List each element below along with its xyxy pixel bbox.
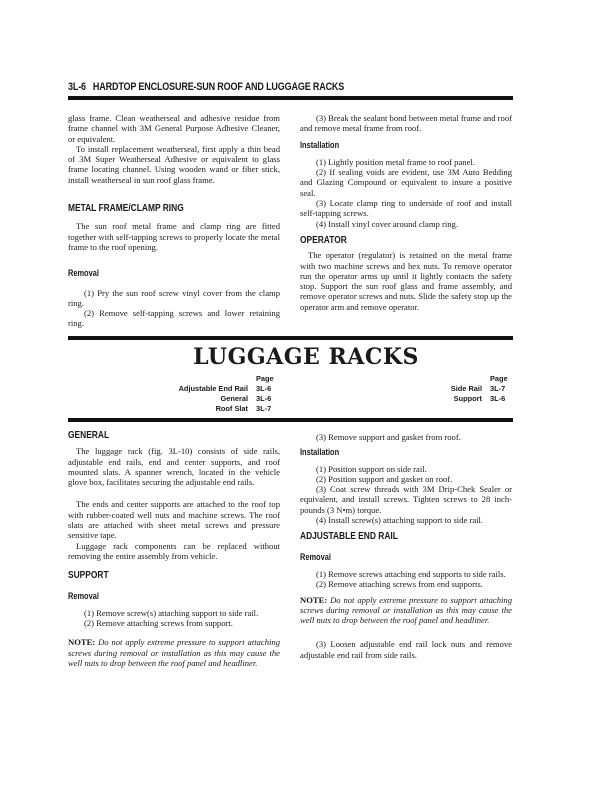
step: (1) Pry the sun roof screw vinyl cover from the clamp ring. [68, 287, 280, 308]
step: (3) Loosen adjustable end rail lock nuts and remove adjustable end rail from side rails. [300, 639, 512, 660]
paragraph: The operator (regulator) is retained on the metal frame with two machine screws and hex nuts. To remove operator run the operator arms up until it lightly contacts the safety stop. Support the sun roof glass and frame assembly, and remove operator screws and nuts. Slide the safety stop up the operator arm and remove operator. [300, 250, 512, 312]
step: (2) Position support and gasket on roof. [316, 473, 453, 484]
index-entry[interactable]: General 3L-6 [220, 394, 272, 403]
paragraph: The ends and center supports are attached to the roof top with rubber-coated well nuts and machine screws. The roof slats are attached with sheet metal screws and pressure sensitive tape. [68, 499, 280, 541]
note: NOTE: Do not apply extreme pressure to support attaching screws during removal or installation as this may cause the well nuts to drop between the roof panel and headliner. [68, 637, 280, 669]
section-title: LUGGAGE RACKS [193, 344, 419, 370]
header-rule [68, 96, 513, 100]
paragraph: glass frame. Clean weatherseal and adhesive residue from frame channel with 3M General Purpose Adhesive Cleaner, or equivalent. [68, 113, 280, 144]
heading-removal: Removal [300, 551, 331, 563]
note: NOTE: Do not apply extreme pressure to support attaching screws during removal or installation as this may cause the well nuts to drop between the roof panel and headliner. [300, 594, 512, 626]
index-rule [68, 418, 513, 422]
step: (2) Remove attaching screws from support. [84, 618, 233, 629]
heading-removal: Removal [68, 590, 99, 602]
step: (3) Remove support and gasket from roof. [316, 432, 461, 442]
index-entry[interactable]: Side Rail 3L-7 [450, 384, 506, 393]
heading-general: GENERAL [68, 429, 110, 441]
paragraph: The luggage rack (fig. 3L-10) consists of side rails, adjustable end rails, end and center supports, and roof mounted slats. A spanner wrench, located in the vehicle glove box, facilitates securing the adjustable end rails. [68, 446, 280, 488]
heading-operator: OPERATOR [300, 233, 347, 246]
step: (2) Remove self-tapping screws and lower retaining ring. [68, 308, 280, 329]
bottom-right-column [300, 432, 512, 660]
step: (3) Coat screw threads with 3M Drip-Chek Sealer or equivalent, and install screws. Tighten screws to 28 inch-pounds (3 N•m) torque. [300, 484, 512, 515]
step: (1) Position support on side rail. [316, 463, 427, 474]
page-column-header: Page [256, 374, 274, 383]
step: (4) Install screw(s) attaching support to side rail. [316, 515, 484, 526]
top-left-column [68, 113, 280, 329]
index-right [420, 374, 512, 404]
step: (1) Lightly position metal frame to roof panel. [316, 156, 475, 167]
header-title: HARDTOP ENCLOSURE-SUN ROOF AND LUGGAGE RACKS [92, 81, 345, 93]
bottom-left-column [68, 430, 280, 668]
step: (2) Remove attaching screws from end supports. [316, 579, 483, 590]
heading-metal-frame: METAL FRAME/CLAMP RING [68, 202, 184, 215]
index-entry[interactable]: Support 3L-6 [453, 394, 506, 403]
step: (2) If sealing voids are evident, use 3M Auto Bedding and Glazing Compound or equivalent to insure a positive seal. [300, 167, 512, 198]
step: (4) Install vinyl cover around clamp ring. [316, 218, 458, 229]
heading-adjustable-end-rail: ADJUSTABLE END RAIL [300, 530, 398, 543]
section-rule [68, 336, 513, 340]
paragraph: The sun roof metal frame and clamp ring are fitted together with self-tapping screws to properly locate the metal frame to the roof opening. [68, 221, 280, 252]
index-left [150, 374, 278, 414]
paragraph: To install replacement weatherseal, first apply a thin bead of 3M Super Weatherseal Adhesive or equivalent to glass frame locating channel. Using wooden wand or fiber stick, install weatherseal in sun roof glass frame. [68, 143, 280, 185]
heading-installation: Installation [300, 447, 340, 459]
index-entry[interactable]: Adjustable End Rail 3L-6 [178, 384, 272, 393]
page-number: 3L-6 [68, 81, 86, 93]
top-right-column [300, 113, 512, 312]
step: (3) Break the sealant bond between metal frame and roof and remove metal frame from roof. [300, 113, 512, 134]
heading-installation: Installation [300, 139, 340, 151]
heading-removal: Removal [68, 268, 99, 280]
step: (1) Remove screw(s) attaching support to side rail. [84, 607, 259, 618]
heading-support: SUPPORT [68, 569, 109, 582]
step: (3) Locate clamp ring to underside of roof and install self-tapping screws. [300, 198, 512, 219]
paragraph: Luggage rack components can be replaced without removing the entire assembly from vehicle. [68, 540, 280, 561]
step: (1) Remove screws attaching end supports to side rails. [316, 568, 506, 579]
index-entry[interactable]: Roof Slat 3L-7 [215, 404, 272, 413]
page-column-header: Page [490, 374, 508, 383]
page-header [68, 81, 344, 93]
